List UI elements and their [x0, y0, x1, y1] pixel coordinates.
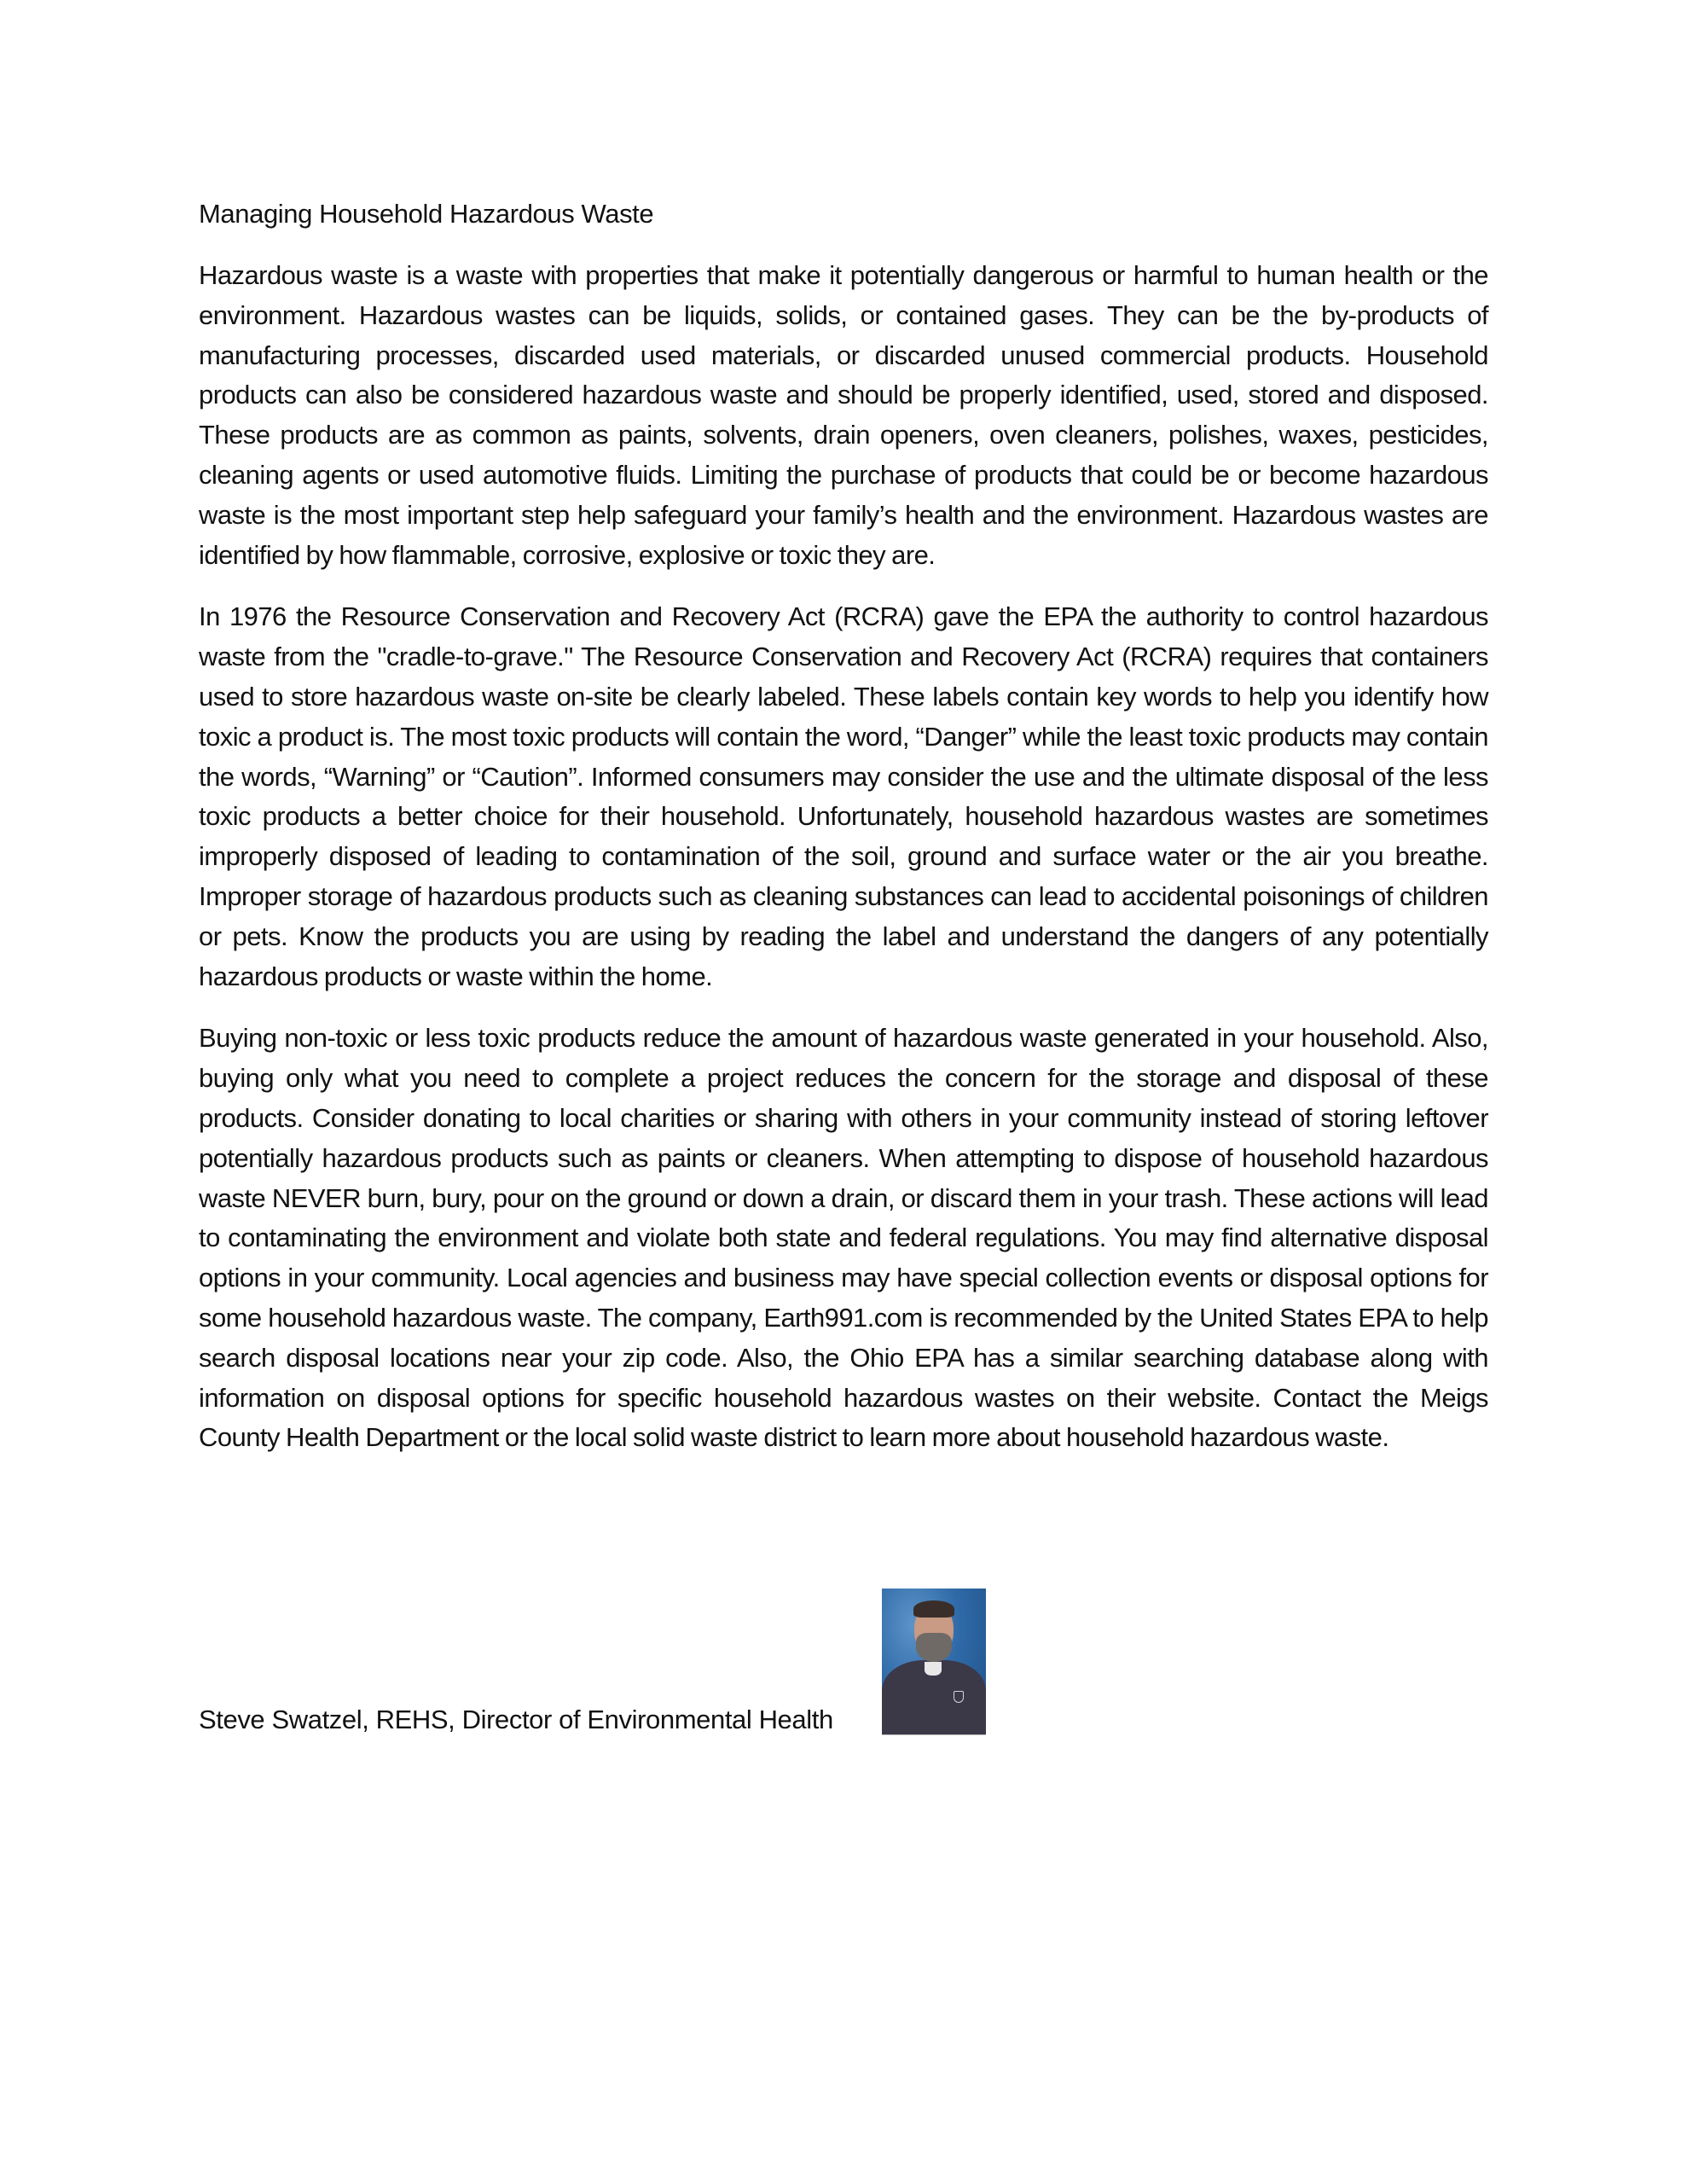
document-title: Managing Household Hazardous Waste [199, 199, 654, 229]
paragraph-rcra: In 1976 the Resource Conservation and Recovery Act (RCRA) gave the EPA the authority to control hazardous waste from the "cradle-to-grave." The Resource Conservation and Recovery Act (RCRA) requires that containers used to store hazardous waste on-site be clearly labeled. These labels contain key words to help you identify how toxic a product is. The most toxic products will contain the word, “Danger” while the least toxic products may contain the words, “Warning” or “Caution”. Informed consumers may consider the use and the ultimate disposal of the less toxic products a better choice for their household. Unfortunately, household hazardous wastes are sometimes improperly disposed of leading to contamination of the soil, ground and surface water or the air you breathe. Improper storage of hazardous products such as cleaning substances can lead to accidental poisonings of children or pets. Know the products you are using by reading the label and understand the dangers of any potentially hazardous products or waste within the home. [199, 601, 1488, 991]
paragraph-intro: Hazardous waste is a waste with properties that make it potentially dangerous or harmful to human health or the environment. Hazardous wastes can be liquids, solids, or contained gases. They can be the by-products of manufacturing processes, discarded used materials, or discarded unused commercial products. Household products can also be considered hazardous waste and should be properly identified, used, stored and disposed. These products are as common as paints, solvents, drain openers, oven cleaners, polishes, waxes, pesticides, cleaning agents or used automotive fluids. Limiting the purchase of products that could be or become hazardous waste is the most important step help safeguard your family’s health and the environment. Hazardous wastes are identified by how flammable, corrosive, explosive or toxic they are. [199, 260, 1488, 570]
photo-beard-shape [916, 1633, 952, 1662]
author-portrait-photo [882, 1589, 986, 1735]
signature-block [199, 1589, 1052, 1735]
paragraph-disposal: Buying non-toxic or less toxic products reduce the amount of hazardous waste generated in your household. Also, buying only what you need to complete a project reduces the concern for the storage and disposal of these products. Consider donating to local charities or sharing with others in your community instead of storing leftover potentially hazardous products such as paints or cleaners. When attempting to dispose of household hazardous waste NEVER burn, bury, pour on the ground or down a drain, or discard them in your trash. These actions will lead to contaminating the environment and violate both state and federal regulations. You may find alternative disposal options in your community. Local agencies and business may have special collection events or disposal options for some household hazardous waste. The company, Earth991.com is recommended by the United States EPA to help search disposal locations near your zip code. Also, the Ohio EPA has a similar searching database along with information on disposal options for specific household hazardous wastes on their website. Contact the Meigs County Health Department or the local solid waste district to learn more about household hazardous waste. [199, 1023, 1488, 1453]
shirt-logo-icon [954, 1691, 964, 1703]
author-signature: Steve Swatzel, REHS, Director of Environmental Health [199, 1705, 833, 1734]
photo-hair-shape [913, 1600, 954, 1618]
document-body [199, 195, 1488, 1458]
photo-collar-shape [925, 1662, 942, 1676]
